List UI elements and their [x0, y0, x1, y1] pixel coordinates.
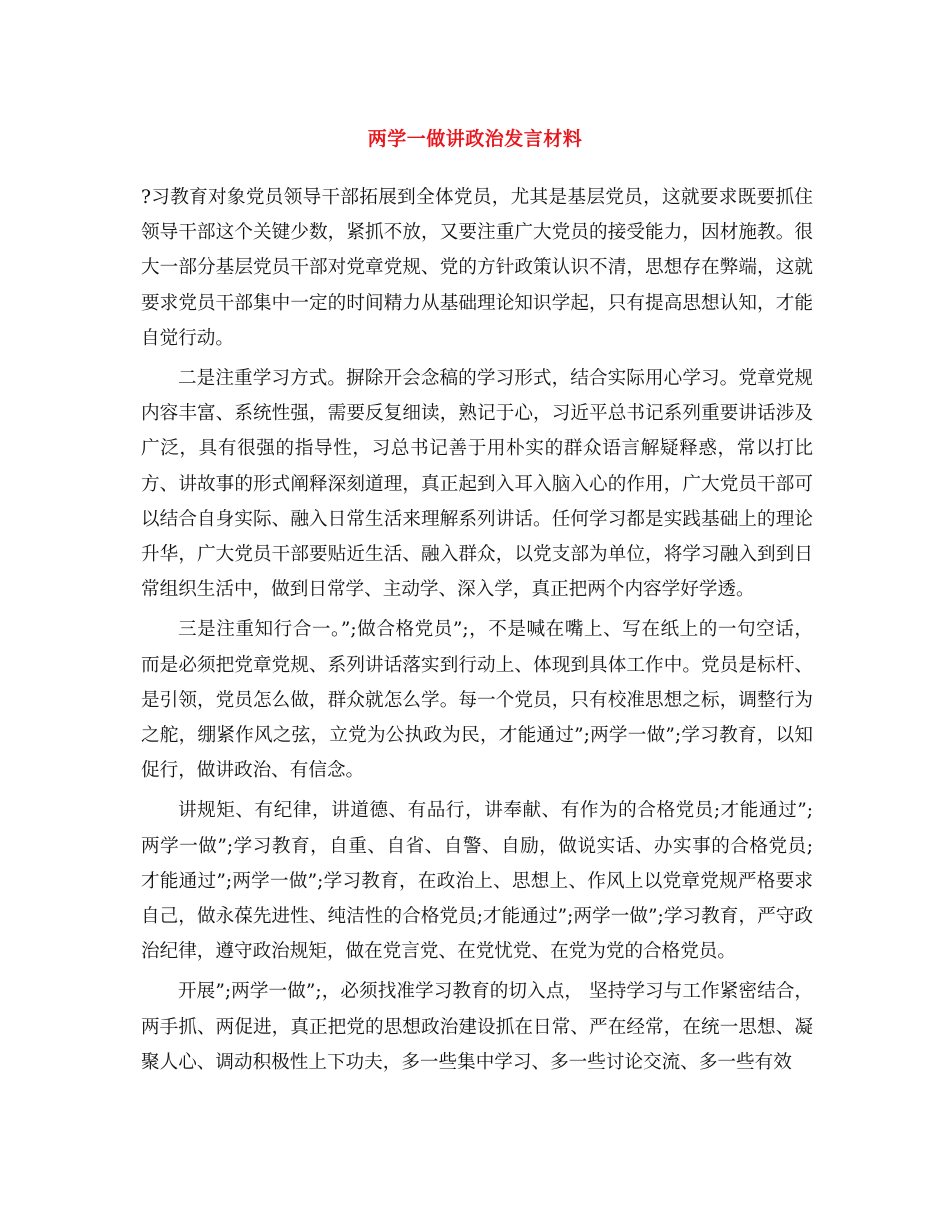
document-title: 两学一做讲政治发言材料	[367, 128, 583, 150]
paragraph-1: ?习教育对象党员领导干部拓展到全体党员，尤其是基层党员，这就要求既要抓住领导干部这个关键少数，紧抓不放，又要注重广大党员的接受能力，因材施教。很大一部分基层党员干部对党章党规、党的方针政策认识不清，思想存在弊端，这就要求党员干部集中一定的时间精力从基础理论知识学起，只有提高思想认知，才能自觉行动。	[141, 187, 813, 349]
paragraph-5: 开展”;两学一做”;，必须找准学习教育的切入点， 坚持学习与工作紧密结合，两手抓、两促进，真正把党的思想政治建设抓在日常、严在经常，在统一思想、凝聚人心、调动积极性上下功夫，多一些集中学习、多一些讨论交流、多一些有效	[141, 981, 813, 1073]
paragraph-2: 二是注重学习方式。摒除开会念稿的学习形式，结合实际用心学习。党章党规内容丰富、系统性强，需要反复细读，熟记于心，习近平总书记系列重要讲话涉及广泛，具有很强的指导性，习总书记善于用朴实的群众语言解疑释惑，常以打比方、讲故事的形式阐释深刻道理，真正起到入耳入脑入心的作用，广大党员干部可以结合自身实际、融入日常生活来理解系列讲话。任何学习都是实践基础上的理论升华，广大党员干部要贴近生活、融入群众，以党支部为单位，将学习融入到到日常组织生活中，做到日常学、主动学、深入学，真正把两个内容学好学透。	[141, 368, 813, 601]
paragraph-4: 讲规矩、有纪律，讲道德、有品行，讲奉献、有作为的合格党员;才能通过”;两学一做”;学习教育，自重、自省、自警、自励，做说实话、办实事的合格党员;才能通过”;两学一做”;学习教育，在政治上、思想上、作风上以党章党规严格要求自己，做永葆先进性、纯洁性的合格党员;才能通过”;两学一做”;学习教育，严守政治纪律，遵守政治规矩，做在党言党、在党忧党、在党为党的合格党员。	[141, 800, 813, 963]
paragraph-3: 三是注重知行合一。”;做合格党员”;，不是喊在嘴上、写在纸上的一句空话，而是必须把党章党规、系列讲话落实到行动上、体现到具体工作中。党员是标杆、是引领，党员怎么做，群众就怎么学。每一个党员，只有校准思想之标，调整行为之舵，绷紧作风之弦，立党为公执政为民，才能通过”;两学一做”;学习教育，以知促行，做讲政治、有信念。	[141, 619, 813, 782]
document-body	[141, 180, 813, 1085]
